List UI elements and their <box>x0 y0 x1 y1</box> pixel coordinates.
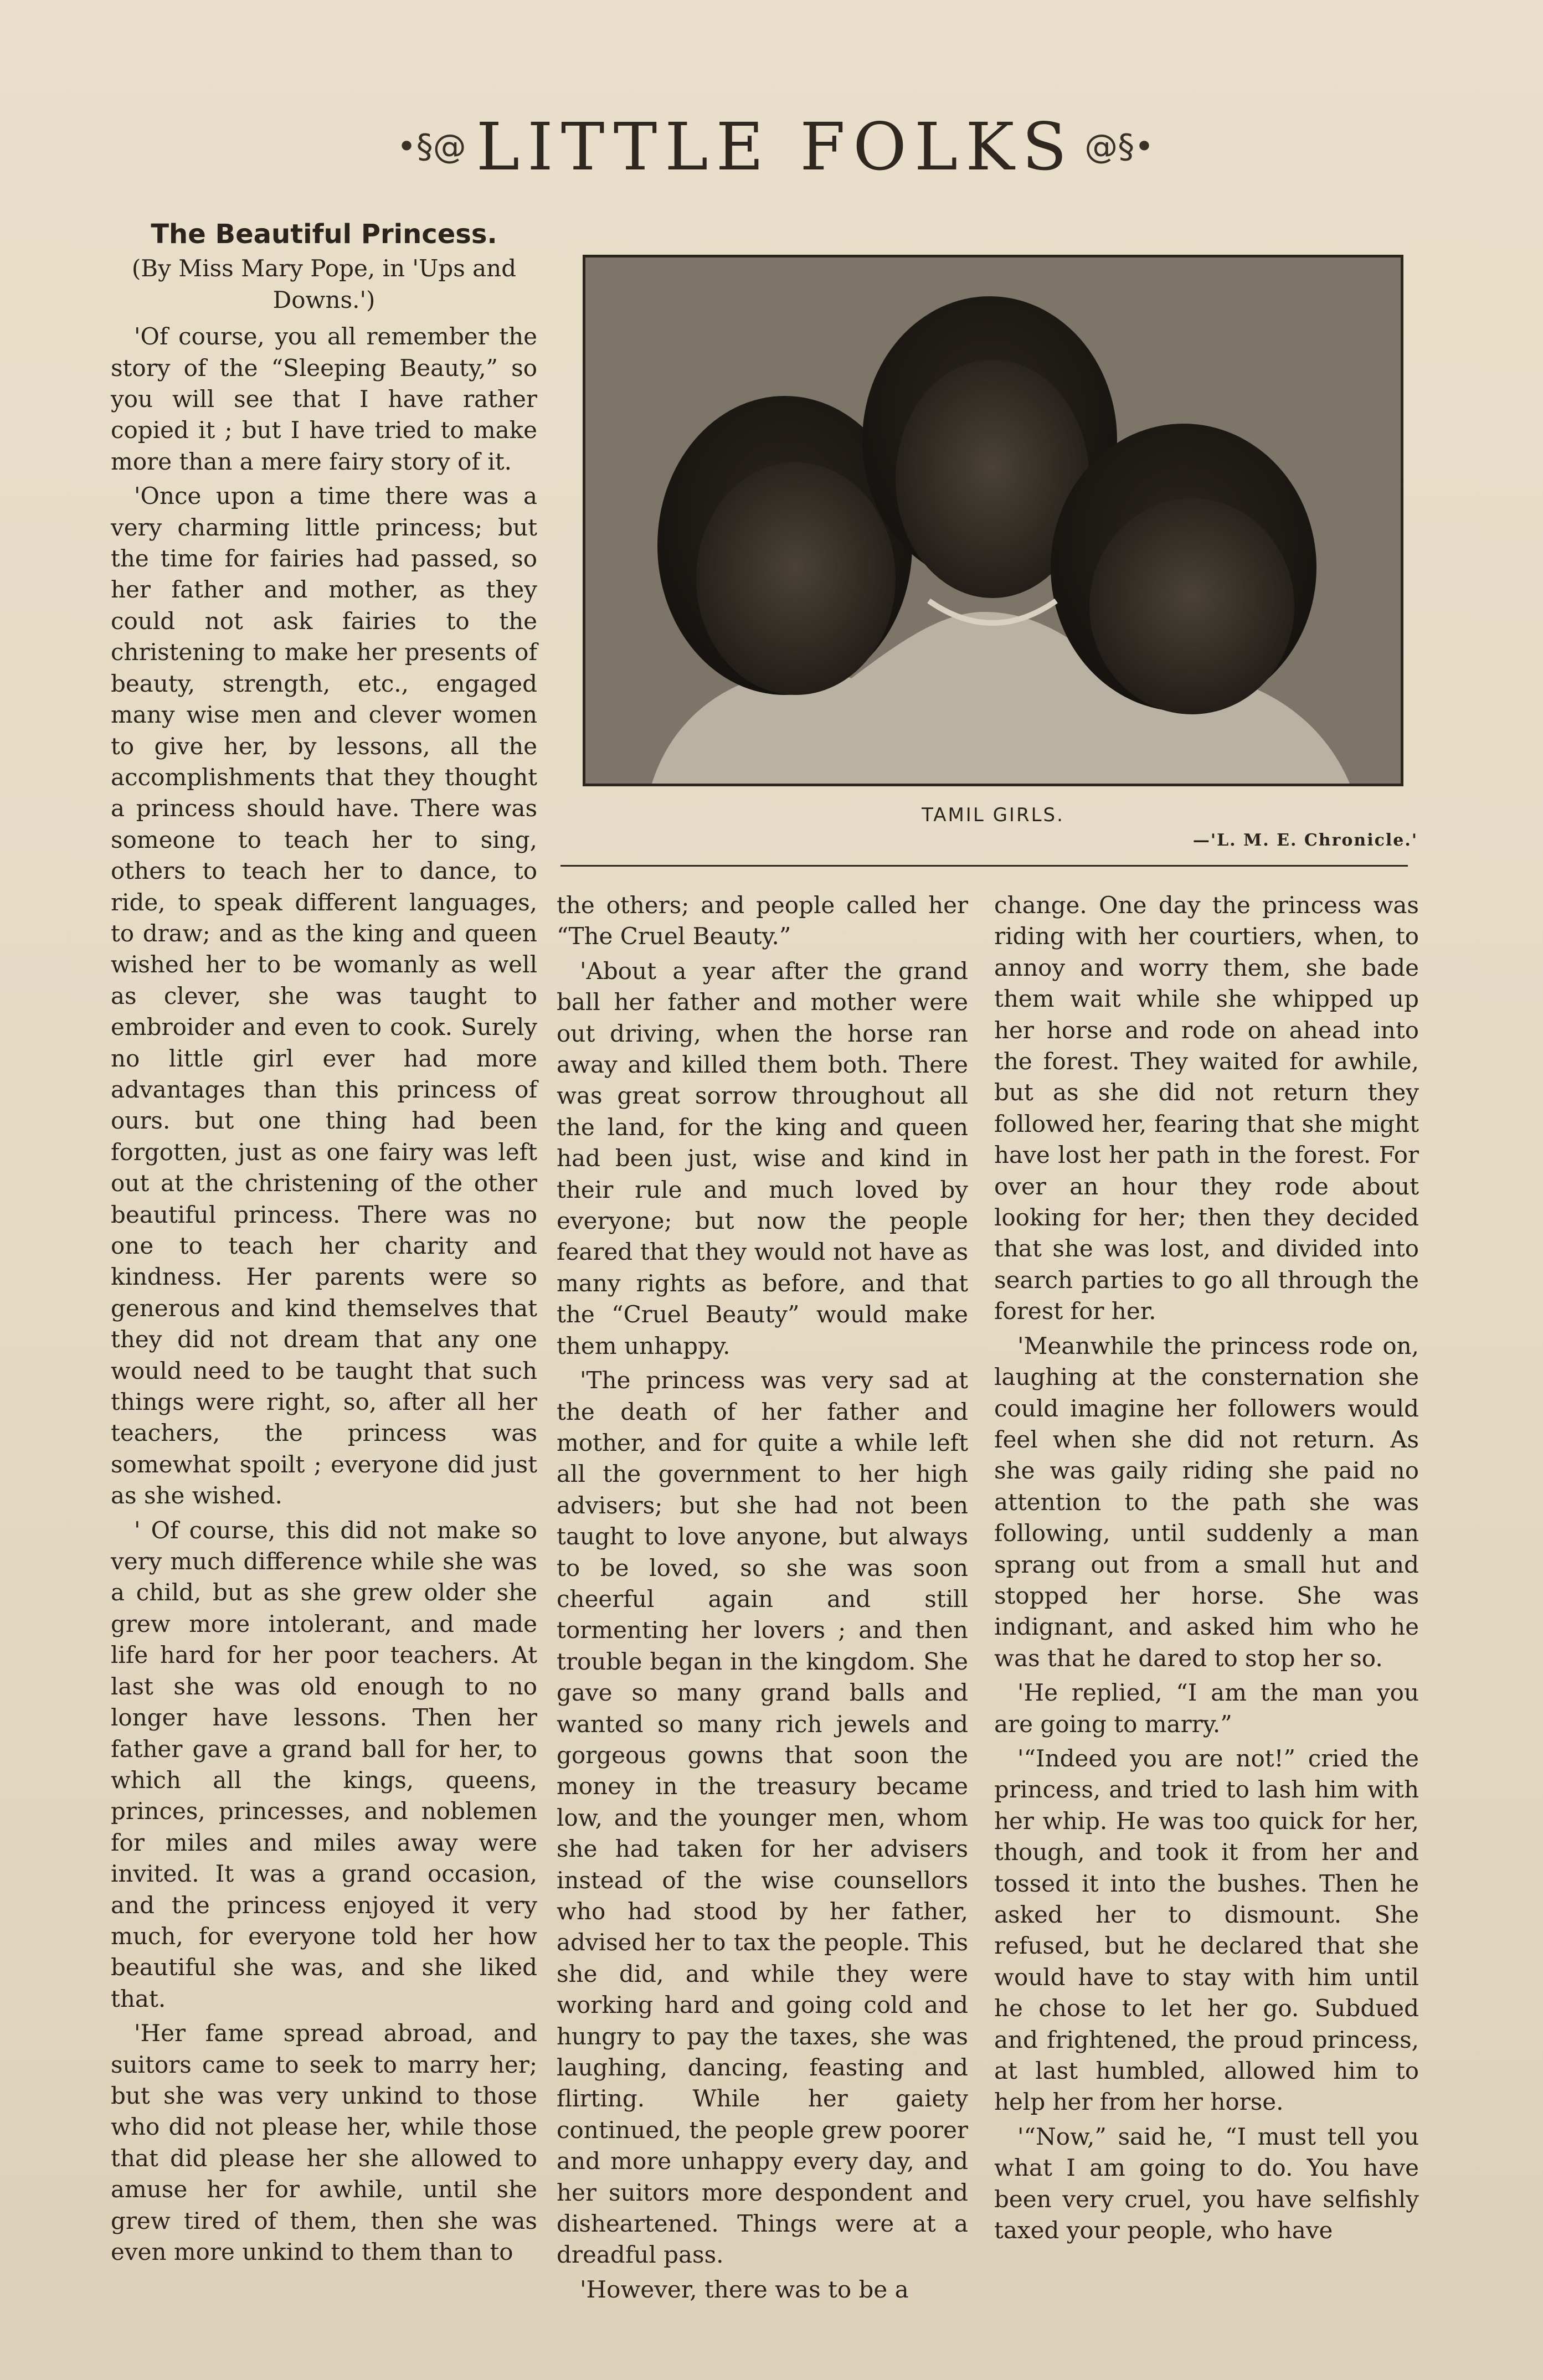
masthead <box>366 105 1185 188</box>
paragraph: 'However, there was to be a <box>580 2275 909 2303</box>
paragraph: 'Of course, you all remember the story of the “Sleeping Beauty,” so you will see that I have rather copied it ; but I have tried to make more than a mere fairy story of it. <box>111 323 537 475</box>
photo-credit: —'L. M. E. Chronicle.' <box>1192 831 1418 850</box>
masthead-title: LITTLE FOLKS <box>476 109 1075 185</box>
story-byline: (By Miss Mary Pope, in 'Ups and Downs.') <box>131 255 517 313</box>
text-column-3 <box>994 890 1419 2249</box>
paragraph: 'The princess was very sad at the death of her father and mother, and for quite a while left all the government to her high advisers; but she had not been taught to love anyone, but always to be loved, so she was soon cheerful again and still tormenting her lovers ; and then trouble began in the kingdom. She gave so many grand balls and wanted so many rich jewels and gorgeous gowns that soon the money in the treasury became low, and the younger men, whom she had taken for her advisers instead of the wise counsellors who had stood by her father, advised her to tax the people. This she did, and while they were working hard and going cold and hungry to pay the taxes, she was laughing, dancing, feasting and flirting. While her gaiety continued, the people grew poorer and more unhappy every day, and her suitors more despondent and disheartened. Things were at a dreadful pass. <box>557 1367 968 2269</box>
photo-caption: TAMIL GIRLS. <box>922 804 1064 826</box>
paragraph: '“Now,” said he, “I must tell you what I am going to do. You have been very cruel, you have selfishly taxed your people, who have <box>994 2123 1419 2244</box>
text-column-1 <box>111 219 537 2271</box>
paragraph: 'Meanwhile the princess rode on, laughing at the consternation she could imagine her followers would feel when she did not return. As she was gaily riding she paid no attention to the path she was following, until suddenly a man sprang out from a small hut and stopped her horse. She was indignant, and asked him who he was that he dared to stop her so. <box>994 1332 1419 1672</box>
tamil-girls-photo <box>583 255 1403 786</box>
photo-illustration-icon <box>585 257 1401 784</box>
paragraph: '“Indeed you are not!” cried the princess, and tried to lash him with her whip. He was too quick for her, though, and took it from her and tossed it into the bushes. Then he asked her to dismount. She refused, but he declared that she would have to stay with him until he chose to let her go. Subdued and frightened, the proud princess, at last humbled, allowed him to help her from her horse. <box>994 1744 1419 2116</box>
paragraph: 'He replied, “I am the man you are going to marry.” <box>994 1679 1419 1738</box>
paragraph: the others; and people called her “The Cruel Beauty.” <box>557 892 968 950</box>
paragraph: ' Of course, this did not make so very much difference while she was a child, but as she grew older she grew more intolerant, and made life hard for her poor teachers. At last she was old enough to no longer have lessons. Then her father gave a grand ball for her, to which all the kings, queens, princes, princesses, and noblemen for miles and miles away were invited. It was a grand occasion, and the princess enjoyed it very much, for everyone told her how beautiful she was, and she liked that. <box>111 1516 537 2012</box>
text-column-2 <box>557 890 968 2309</box>
story-title: The Beautiful Princess. <box>151 219 497 250</box>
right-ornament-icon: @§• <box>1084 127 1154 166</box>
paragraph: 'About a year after the grand ball her father and mother were out driving, when the horse ran away and killed them both. There was great sorrow throughout all the land, for the king and queen had been just, wise and kind in their rule and much loved by everyone; but now the people feared that they would not have as many rights as before, and that the “Cruel Beauty” would make them unhappy. <box>557 957 968 1359</box>
left-ornament-icon: •§@ <box>397 127 466 166</box>
divider <box>560 865 1408 867</box>
paragraph: 'Once upon a time there was a very charming little princess; but the time for fairies had passed, so her father and mother, as they could not ask fairies to the christening to make her presents of beauty, strength, etc., engaged many wise men and clever women to give her, by lessons, all the accomplishments that they thought a princess should have. There was someone to teach her to sing, others to teach her to dance, to ride, to speak different languages, to draw; and as the king and queen wished her to be womanly as well as clever, she was taught to embroider and even to cook. Surely no little girl ever had more advantages than this princess of ours. but one thing had been forgotten, just as one fairy was left out at the christening of the other beautiful princess. There was no one to teach her charity and kindness. Her parents were so generous and kind themselves that they did not dream that any one would need to be taught that such things were right, so, after all her teachers, the princess was somewhat spoilt ; everyone did just as she wished. <box>111 482 537 1510</box>
paragraph: change. One day the princess was riding with her courtiers, when, to annoy and worry them, she bade them wait while she whipped up her horse and rode on ahead into the forest. They waited for awhile, but as she did not return they followed her, fearing that she might have lost her path in the forest. For over an hour they rode about looking for her; then they decided that she was lost, and divided into search parties to go all through the forest for her. <box>994 892 1419 1325</box>
paragraph: 'Her fame spread abroad, and suitors came to seek to marry her; but she was very unkind to those who did not please her, while those that did please her she allowed to amuse her for awhile, until she grew tired of them, then she was even more unkind to them than to <box>111 2020 537 2265</box>
